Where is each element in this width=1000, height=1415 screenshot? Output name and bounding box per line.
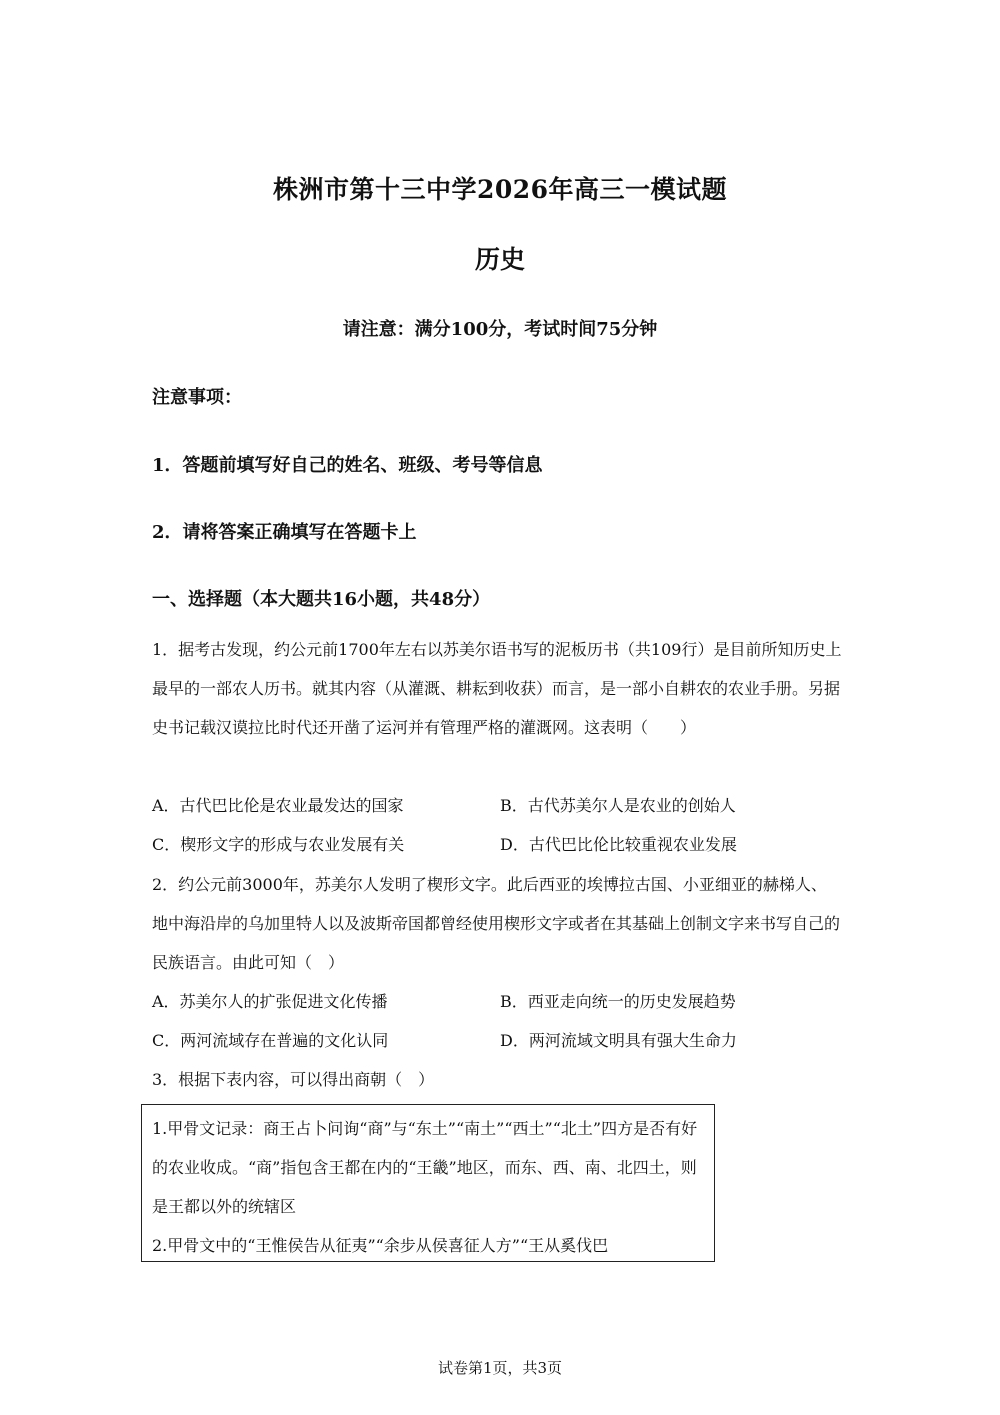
page-footer: 试卷第1页，共3页 — [437, 1359, 563, 1377]
question-2-option-b: B．西亚走向统一的历史发展趋势 — [500, 992, 736, 1011]
exam-subject: 历史 — [474, 245, 525, 274]
instructions-heading: 注意事项： — [152, 387, 242, 408]
instruction-item-1: 1．答题前填写好自己的姓名、班级、考号等信息 — [152, 455, 543, 476]
question-1-option-a: A．古代巴比伦是农业最发达的国家 — [152, 796, 404, 815]
question-3-text: 3．根据下表内容，可以得出商朝（ ） — [152, 1070, 435, 1089]
question-2-option-c: C．两河流域存在普遍的文化认同 — [152, 1031, 389, 1050]
question-3-source-item-2: 2.甲骨文中的“王惟侯告从征夷”“余步从侯喜征人方”“王从奚伐巴 — [152, 1236, 609, 1255]
question-2-option-a: A．苏美尔人的扩张促进文化传播 — [152, 992, 388, 1011]
question-1-option-d: D．古代巴比伦比较重视农业发展 — [500, 835, 737, 854]
question-3-source-item-1: 1.甲骨文记录：商王占卜问询“商”与“东土”“南土”“西土”“北土”四方是否有好的农业收成。“商”指包含王都在内的“王畿”地区，而东、西、南、北四土，则是王都以外的统辖区 — [152, 1119, 698, 1216]
question-1-text: 1．据考古发现，约公元前1700年左右以苏美尔语书写的泥板历书（共109行）是目前所知历史上最早的一部农人历书。就其内容（从灌溉、耕耘到收获）而言，是一部小自耕农的农业手册。另据史书记载汉谟拉比时代还开凿了运河并有管理严格的灌溉网。这表明（ ） — [152, 640, 842, 737]
question-1-option-b: B．古代苏美尔人是农业的创始人 — [500, 796, 736, 815]
exam-title: 株洲市第十三中学2026年高三一模试题 — [272, 175, 728, 204]
section-heading: 一、选择题（本大题共16小题，共48分） — [152, 589, 491, 610]
question-2-option-d: D．两河流域文明具有强大生命力 — [500, 1031, 737, 1050]
question-1-option-c: C．楔形文字的形成与农业发展有关 — [152, 835, 405, 854]
instruction-item-2: 2．请将答案正确填写在答题卡上 — [152, 522, 417, 543]
exam-notice: 请注意：满分100分，考试时间75分钟 — [342, 319, 658, 340]
question-2-text: 2．约公元前3000年，苏美尔人发明了楔形文字。此后西亚的埃博拉古国、小亚细亚的赫梯人、地中海沿岸的乌加里特人以及波斯帝国都曾经使用楔形文字或者在其基础上创制文字来书写自己的民族语言。由此可知（ ） — [152, 875, 841, 972]
question-3-source-table — [141, 1104, 715, 1262]
